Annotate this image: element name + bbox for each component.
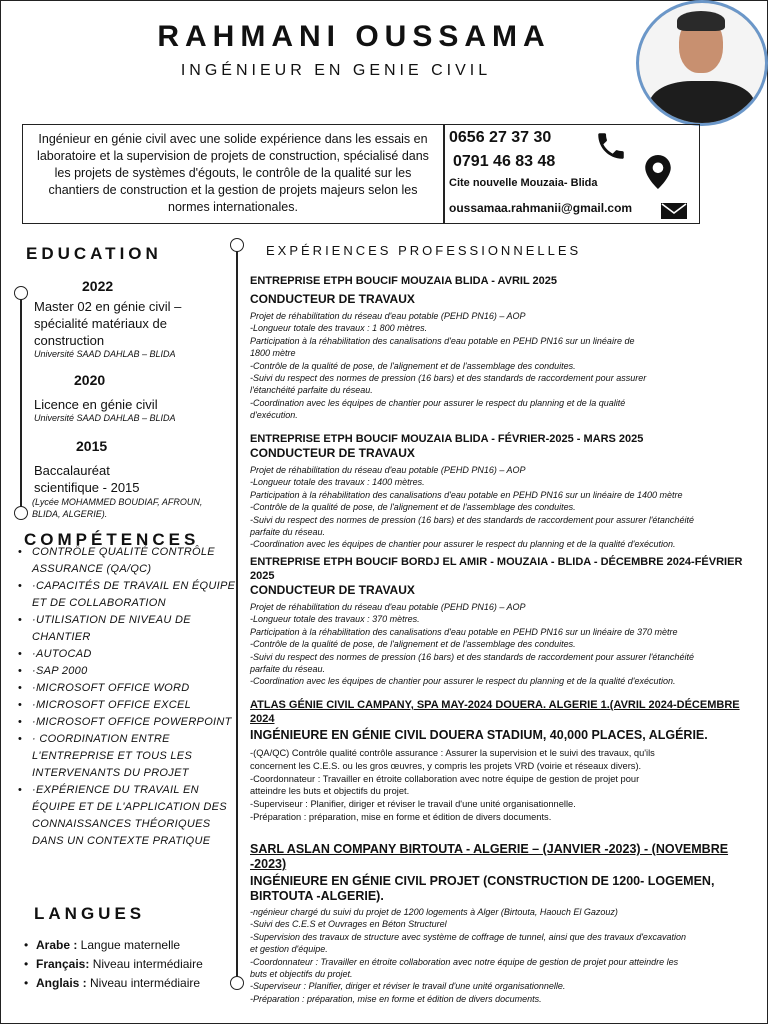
langue-item xyxy=(24,936,203,955)
location-pin-icon xyxy=(645,155,671,189)
competences-heading: COMPÉTENCES xyxy=(24,530,200,549)
experience-role: CONDUCTEUR DE TRAVAUX xyxy=(250,446,415,460)
experience-item xyxy=(250,432,764,551)
competence-item: • ·SAP 2000 xyxy=(18,663,238,680)
competence-item: • ·UTILISATION DE NIVEAU DE CHANTIER xyxy=(18,612,238,646)
langue-name: Anglais : xyxy=(36,976,87,990)
experience-description: -(QA/QC) Contrôle qualité contrôle assurance : Assurer la supervision et le suivi des travaux, qu'ils concernent les C.E.S. ou les gros œuvres, y compris les projets VRD (voirie et réseaux divers). -Coordonnateur : Travailler en étroite collaboration avec notre équipe de gestion de projet pour atteindre les buts et objectifs du projet. -Superviseur : Planifier, diriger et réviser le travail d'une unité organisationnelle. -Préparation : préparation, mise en forme et édition de divers documents. xyxy=(250,748,655,822)
education-year: 2020 xyxy=(74,372,106,388)
experience-description: Projet de réhabilitation du réseau d'eau potable (PEHD PN16) – AOP -Longueur totale des travaux : 370 mètres. Participation à la réhabilitation des canalisations d'eau potable en PEHD PN16 sur un linéaire de 370 mètre -Contrôle de la qualité de pose, de l'alignement et de l'assemblage des conduites. -Suivi du respect des normes de pression (16 bars) et des standards de raccordement pour assurer l'étanchéité parfaite du réseau. -Coordination avec les équipes de chantier pour assurer le respect du planning et de la qualité d'exécution. xyxy=(250,602,694,687)
mail-icon xyxy=(661,203,687,219)
langue-level: Niveau intermédiaire xyxy=(89,957,203,971)
experience-item xyxy=(250,698,764,824)
experience-role: CONDUCTEUR DE TRAVAUX xyxy=(250,583,415,597)
profile-photo xyxy=(636,0,768,126)
education-degree: Baccalauréat scientifique - 2015 xyxy=(34,463,140,495)
experience-node-bottom xyxy=(230,976,244,990)
education-degree: Master 02 en génie civil – spécialité matériaux de construction xyxy=(34,299,182,348)
experience-description: Projet de réhabilitation du réseau d'eau potable (PEHD PN16) – AOP -Longueur totale des travaux : 1 800 mètres. Participation à la réhabilitation des canalisations d'eau potable en PEHD PN16 sur un linéaire de 1800 mètre -Contrôle de la qualité de pose, de l'alignement et de l'assemblage des conduites. -Suivi du respect des normes de pression (16 bars) et des standards de raccordement pour assurer l'étanchéité parfaite du réseau. -Coordination avec les équipes de chantier pour assurer le respect du planning et de la qualité d'exécution. xyxy=(250,311,647,421)
summary-text: Ingénieur en génie civil avec une solide expérience dans les essais en laboratoire et la supervision de projets de construction, spécialisé dans les projets de systèmes d'égouts, le contrôle de la qualité sur les chantiers de construction et la gestion de projets majeurs selon les normes internationales. xyxy=(37,132,429,214)
langue-name: Français: xyxy=(36,957,90,971)
competence-item: • CONTRÔLE QUALITÉ CONTRÔLE ASSURANCE (QA/QC) xyxy=(18,544,238,578)
email: oussamaa.rahmanii@gmail.com xyxy=(449,201,633,215)
competence-item: • · COORDINATION ENTRE L'ENTREPRISE ET TOUS LES INTERVENANTS DU PROJET xyxy=(18,731,238,782)
education-school: (Lycée MOHAMMED BOUDIAF, AFROUN, BLIDA, ALGERIE). xyxy=(32,497,203,519)
phone-primary: 0656 27 37 30 xyxy=(449,129,552,146)
candidate-title: INGÉNIEUR EN GENIE CIVIL xyxy=(180,62,492,79)
competence-item: • ·MICROSOFT OFFICE POWERPOINT xyxy=(18,714,238,731)
phone-icon xyxy=(593,129,629,163)
competence-item: • ·CAPACITÉS DE TRAVAIL EN ÉQUIPE ET DE COLLABORATION xyxy=(18,578,238,612)
education-year: 2015 xyxy=(76,438,108,454)
experience-node-top xyxy=(230,238,244,252)
experiences-heading: EXPÉRIENCES PROFESSIONNELLES xyxy=(266,243,582,258)
experience-item xyxy=(250,274,764,422)
education-heading: EDUCATION xyxy=(26,244,162,263)
experience-company: ENTREPRISE ETPH BOUCIF MOUZAIA BLIDA - FÉVRIER-2025 - MARS 2025 xyxy=(250,433,644,445)
summary-box xyxy=(22,124,700,224)
address: Cite nouvelle Mouzaia- Blida xyxy=(449,177,598,189)
langues-list xyxy=(24,936,203,993)
timeline-node-top xyxy=(14,286,28,300)
langue-level: Niveau intermédiaire xyxy=(86,976,201,990)
experience-company: SARL ASLAN COMPANY BIRTOUTA - ALGERIE – (JANVIER -2023) - (NOVEMBRE -2023) xyxy=(250,842,729,871)
experience-role: CONDUCTEUR DE TRAVAUX xyxy=(250,292,415,306)
experience-role: INGÉNIEURE EN GÉNIE CIVIL PROJET (CONSTRUCTION DE 1200- LOGEMEN, BIRTOUTA -ALGERIE). xyxy=(250,874,715,903)
langue-item xyxy=(24,955,203,974)
competence-item: • ·AUTOCAD xyxy=(18,646,238,663)
experience-company: ENTREPRISE ETPH BOUCIF BORDJ EL AMIR - MOUZAIA - BLIDA - DÉCEMBRE 2024-FÉVRIER 2025 xyxy=(250,556,743,582)
langue-name: Arabe : xyxy=(36,938,78,952)
education-timeline xyxy=(20,292,22,514)
candidate-name: RAHMANI OUSSAMA xyxy=(157,20,551,53)
education-year: 2022 xyxy=(82,278,114,294)
competence-item: • ·MICROSOFT OFFICE EXCEL xyxy=(18,697,238,714)
langue-level: Langue maternelle xyxy=(77,938,181,952)
langues-heading: LANGUES xyxy=(34,904,146,923)
experience-description: -ngénieur chargé du suivi du projet de 1200 logements à Alger (Birtouta, Haouch El Gazouz) -Suivi des C.E.S et Ouvrages en Béton Structurel -Supervision des travaux de structure avec système de coffrage de tunnel, ainsi que des travaux d'excavation et gestion d'équipe. -Coordonnateur : Travailler en étroite collaboration avec notre équipe de gestion de projet pour atteindre les buts et objectifs du projet. -Superviseur : Planifier, diriger et réviser le travail d'une unité organisationnelle. -Préparation : préparation, mise en forme et édition de divers documents. xyxy=(250,907,686,1004)
summary-divider xyxy=(443,125,445,223)
experience-description: Projet de réhabilitation du réseau d'eau potable (PEHD PN16) – AOP -Longueur totale des travaux : 1400 mètres. Participation à la réhabilitation des canalisations d'eau potable en PEHD PN16 sur un linéaire de 1400 mètre -Contrôle de la qualité de pose, de l'alignement et de l'assemblage des conduites. -Suivi du respect des normes de pression (16 bars) et des standards de raccordement pour assurer l'étanchéité parfaite du réseau. -Coordination avec les équipes de chantier pour assurer le respect du planning et de la qualité d'exécution. xyxy=(250,465,694,550)
experience-item xyxy=(250,555,764,688)
competence-item: • ·EXPÉRIENCE DU TRAVAIL EN ÉQUIPE ET DE L'APPLICATION DES CONNAISSANCES THÉORIQUES DANS UN CONTEXTE PRATIQUE xyxy=(18,782,238,850)
education-school: Université SAAD DAHLAB – BLIDA xyxy=(34,413,176,423)
experience-timeline xyxy=(236,250,238,982)
competences-list xyxy=(18,544,238,850)
timeline-node-bottom xyxy=(14,506,28,520)
experience-company: ENTREPRISE ETPH BOUCIF MOUZAIA BLIDA - AVRIL 2025 xyxy=(250,275,558,287)
experience-item xyxy=(250,842,764,1005)
langue-item xyxy=(24,974,203,993)
education-school: Université SAAD DAHLAB – BLIDA xyxy=(34,349,176,359)
experience-role: INGÉNIEURE EN GÉNIE CIVIL DOUERA STADIUM, 40,000 PLACES, ALGÉRIE. xyxy=(250,728,708,742)
competence-item: • ·MICROSOFT OFFICE WORD xyxy=(18,680,238,697)
phone-secondary: 0791 46 83 48 xyxy=(453,153,556,170)
experience-company: ATLAS GÉNIE CIVIL CAMPANY, SPA MAY-2024 DOUERA. ALGERIE 1.(AVRIL 2024-DÉCEMBRE 2024 xyxy=(250,699,740,725)
education-degree: Licence en génie civil xyxy=(34,397,158,412)
